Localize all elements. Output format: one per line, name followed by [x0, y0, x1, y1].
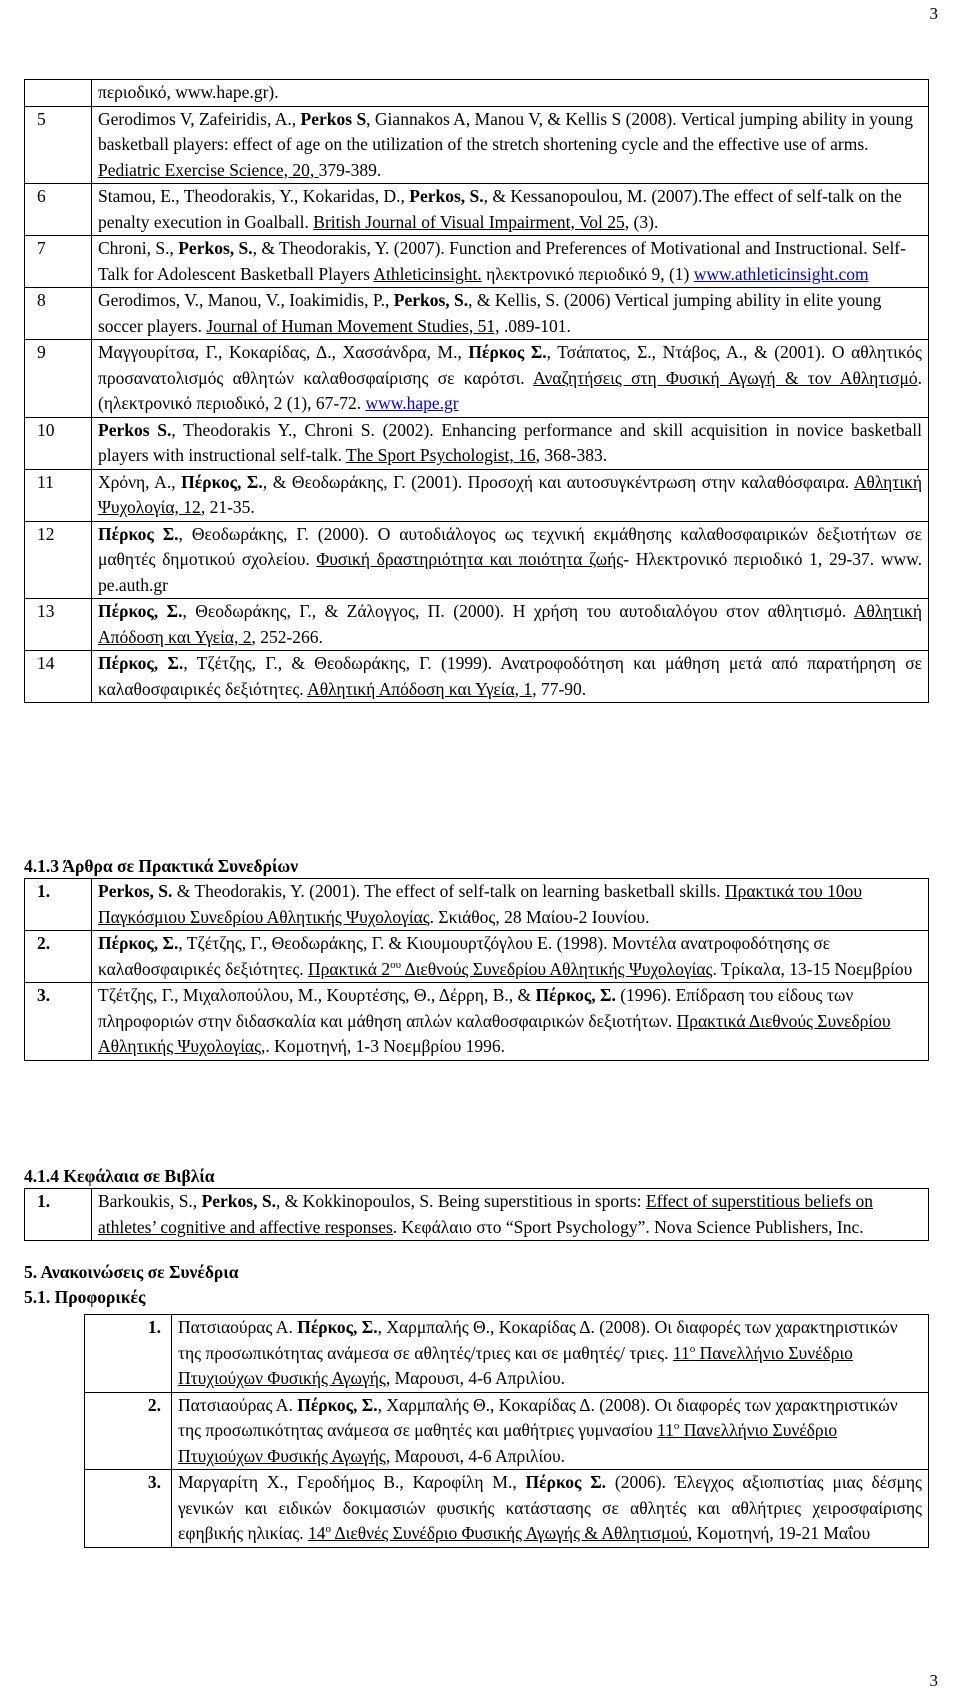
chapter-title: Effect of superstitious beliefs on athletes’ cognitive and affective responses — [98, 1191, 874, 1237]
oral-number: 1. — [85, 1315, 172, 1393]
section-heading-chapters: 4.1.4 Κεφάλαια σε Βιβλία — [24, 1166, 215, 1186]
conf-number: 3. — [25, 983, 92, 1061]
table-row — [25, 651, 929, 703]
proceedings-title: Πρακτικά του 10ου Παγκόσμιου Συνεδρίου Αθλητικής Ψυχολογίας — [98, 881, 863, 927]
conf-text: Perkos, S. & Theodorakis, Y. (2001). The effect of self-talk on learning basketball skills. Πρακτικά του 10ου Παγκόσμιου Συνεδρίου Αθλητικής Ψυχολογίας. Σκιάθος, 28 Μαίου-2 Ιουνίου. — [92, 879, 929, 931]
journal-title: Αθλητική Απόδοση και Υγεία, 1 — [307, 678, 533, 699]
table-row — [85, 1392, 929, 1470]
ref-text: Πέρκος Σ., Θεοδωράκης, Γ. (2000). Ο αυτοδιάλογος ως τεχνική εκμάθησης καλαθοσφαιρικών δεξιοτήτων σε μαθητές δημοτικού σχολείου. Φυσική δραστηριότητα και ποιότητα ζωής- Ηλεκτρονικό περιοδικό 1, 29-37. www. pe.auth.gr — [92, 521, 929, 599]
ref-text: περιοδικό, www.hape.gr). — [92, 80, 929, 107]
ref-number: 12 — [25, 521, 92, 599]
ref-text: Gerodimos, V., Manou, V., Ioakimidis, P., Perkos, S., & Kellis, S. (2006) Vertical jumping ability in elite young soccer players. Journal of Human Movement Studies, 51, .089-101. — [92, 288, 929, 340]
oral-presentations-table — [84, 1314, 929, 1548]
ref-text: Πέρκος, Σ., Θεοδωράκης, Γ., & Ζάλογγος, Π. (2000). Η χρήση του αυτοδιαλόγου στον αθλητισμό. Αθλητική Απόδοση και Υγεία, 2, 252-266. — [92, 599, 929, 651]
page-number-bottom: 3 — [929, 1671, 938, 1690]
ref-number: 6 — [25, 184, 92, 236]
ref-text: Perkos S., Theodorakis Y., Chroni S. (2002). Enhancing performance and skill acquisition in novice basketball players with instructional self-talk. The Sport Psychologist, 16, 368-383. — [92, 417, 929, 469]
ref-number: 7 — [25, 236, 92, 288]
ref-text: Chroni, S., Perkos, S., & Theodorakis, Y. (2007). Function and Preferences of Motivational and Instructional. Self-Talk for Adolescent Basketball Players Athleticinsight. ηλεκτρονικό περιοδικό 9, (1) www.athleticinsight.com — [92, 236, 929, 288]
table-row — [25, 80, 929, 107]
oral-text: Πατσιαούρας Α. Πέρκος, Σ., Χαρμπαλής Θ., Κοκαρίδας Δ. (2008). Οι διαφορές των χαρακτηριστικών της προσωπικότητας ανάμεσα σε μαθητές και μαθήτριες γυμνασίου $11^o$ Πανελλήνιο Συνέδριο Πτυχιούχων Φυσικής Αγωγής, Μαρουσι, 4-6 Απριλίου. — [172, 1392, 929, 1470]
hape-link[interactable]: www.hape.gr — [365, 393, 459, 413]
page-number-top: 3 — [929, 4, 938, 23]
conf-text: Τζέτζης, Γ., Μιχαλοπούλου, Μ., Κουρτέσης, Θ., Δέρρη, Β., & Πέρκος, Σ. (1996). Επίδραση του είδους των πληροφοριών στην διδασκαλία και μάθηση απλών καλαθοσφαιρικών δεξιοτήτων. Πρακτικά Διεθνούς Συνεδρίου Αθλητικής Ψυχολογίας,. Κομοτηνή, 1-3 Νοεμβρίου 1996. — [92, 983, 929, 1061]
table-row — [25, 236, 929, 288]
conference-title: $14^o$ Διεθνές Συνέδριο Φυσικής Αγωγής & Αθλητισμού — [308, 1523, 688, 1543]
conf-number: 2. — [25, 931, 92, 983]
journal-title: Αθλητική Απόδοση και Υγεία, 2 — [98, 601, 922, 647]
table-row — [25, 184, 929, 236]
chapter-number: 1. — [25, 1189, 92, 1241]
proceedings-title: Πρακτικά Διεθνούς Συνεδρίου Αθλητικής Ψυχολογίας, — [98, 1010, 891, 1056]
ref-text: Stamou, E., Theodorakis, Y., Kokaridas, D., Perkos, S., & Kessanopoulou, M. (2007).The effect of self-talk on the penalty execution in Goalball. British Journal of Visual Impairment, Vol 25, (3). — [92, 184, 929, 236]
oral-text: Μαργαρίτη Χ., Γεροδήμος Β., Καροφίλη Μ., Πέρκος Σ. (2006). Έλεγχος αξιοπιστίας μιας δέσμης γενικών και ειδικών δοκιμασιών φυσικής κατάστασης σε αθλητές και αθλήτριες χειροσφαίρισης εφηβικής ηλικίας. $14^o$ Διεθνές Συνέδριο Φυσικής Αγωγής & Αθλητισμού, Κομοτηνή, 19-21 Μαΐου — [172, 1470, 929, 1548]
ref-number — [25, 80, 92, 107]
ref-number: 11 — [25, 469, 92, 521]
journal-title: Αναζητήσεις στη Φυσική Αγωγή & τον Αθλητισμό — [533, 367, 918, 388]
table-row — [25, 340, 929, 418]
conference-papers-table — [24, 878, 929, 1061]
journal-title: Φυσική δραστηριότητα και ποιότητα ζωής — [316, 549, 624, 569]
conference-title: $11^o$ Πανελλήνιο Συνέδριο Πτυχιούχων Φυσικής Αγωγής, — [178, 1420, 838, 1466]
journal-title: British Journal of Visual Impairment, Vol 25, — [313, 211, 630, 232]
table-row — [25, 1189, 929, 1241]
section-heading-conference: 4.1.3 Άρθρα σε Πρακτικά Συνεδρίων — [24, 856, 299, 876]
journal-title: Journal of Human Movement Studies, 51, — [206, 315, 500, 336]
journal-title: Pediatric Exercise Science, 20, — [98, 159, 319, 180]
table-row — [25, 288, 929, 340]
table-row — [25, 983, 929, 1061]
chapter-text: Barkoukis, S., Perkos, S., & Kokkinopoulos, S. Being superstitious in sports: Effect of superstitious beliefs on athletes’ cognitive and affective responses. Κεφάλαιο στο “Sport Psychology”. Nova Science Publishers, Inc. — [92, 1189, 929, 1241]
oral-text: Πατσιαούρας Α. Πέρκος, Σ., Χαρμπαλής Θ., Κοκαρίδας Δ. (2008). Οι διαφορές των χαρακτηριστικών της προσωπικότητας ανάμεσα σε αθλητές/τριες και σε μαθητές/ τριες. $11^o$ Πανελλήνιο Συνέδριο Πτυχιούχων Φυσικής Αγωγής, Μαρουσι, 4-6 Απριλίου. — [172, 1315, 929, 1393]
table-row — [25, 469, 929, 521]
table-row — [85, 1470, 929, 1548]
ref-text: Gerodimos V, Zafeiridis, A., Perkos S, Giannakos A, Manou V, & Kellis S (2008). Vertical jumping ability in young basketball players: effect of age on the utilization of the stretch shortening cycle and the effective use of arms. Pediatric Exercise Science, 20, 379-389. — [92, 106, 929, 184]
oral-number: 3. — [85, 1470, 172, 1548]
ref-number: 14 — [25, 651, 92, 703]
ref-number: 13 — [25, 599, 92, 651]
table-row — [25, 599, 929, 651]
journal-title: The Sport Psychologist, 16 — [346, 445, 536, 465]
conf-number: 1. — [25, 879, 92, 931]
table-row — [25, 879, 929, 931]
journal-title: Αθλητική Ψυχολογία, 12 — [98, 471, 923, 517]
ref-number: 8 — [25, 288, 92, 340]
oral-number: 2. — [85, 1392, 172, 1470]
ref-number: 9 — [25, 340, 92, 418]
journal-references-table — [24, 79, 929, 703]
proceedings-title: Πρακτικά $2^{o\upsilon}$ Διεθνούς Συνεδρίου Αθλητικής Ψυχολογίας — [308, 958, 713, 979]
table-row — [25, 521, 929, 599]
table-row — [25, 417, 929, 469]
section-heading-oral: 5.1. Προφορικές — [24, 1287, 146, 1307]
ref-text: Μαγγουρίτσα, Γ., Κοκαρίδας, Δ., Χασσάνδρα, Μ., Πέρκος Σ., Τσάπατος, Σ., Ντάβος, Α., & (2001). Ο αθλητικός προσανατολισμός αθλητών καλαθοσφαίρισης σε καρότσι. Αναζητήσεις στη Φυσική Αγωγή & τον Αθλητισμό.(ηλεκτρονικό περιοδικό, 2 (1), 67-72. www.hape.gr — [92, 340, 929, 418]
table-row — [25, 931, 929, 983]
ref-text: Χρόνη, Α., Πέρκος, Σ., & Θεοδωράκης, Γ. (2001). Προσοχή και αυτοσυγκέντρωση στην καλαθόσφαιρα. Αθλητική Ψυχολογία, 12, 21-35. — [92, 469, 929, 521]
journal-title: Athleticinsight. — [373, 263, 482, 284]
book-chapters-table — [24, 1188, 929, 1241]
table-row — [25, 106, 929, 184]
section-heading-announcements: 5. Ανακοινώσεις σε Συνέδρια — [24, 1262, 239, 1282]
conf-text: Πέρκος, Σ., Τζέτζης, Γ., Θεοδωράκης, Γ. & Κιουμουρτζόγλου Ε. (1998). Μοντέλα ανατροφοδότησης σε καλαθοσφαιρικές δεξιότητες. Πρακτικά $2^{o\upsilon}$ Διεθνούς Συνεδρίου Αθλητικής Ψυχολογίας. Τρίκαλα, 13-15 Νοεμβρίου — [92, 931, 929, 983]
conference-title: $11^o$ Πανελλήνιο Συνέδριο Πτυχιούχων Φυσικής Αγωγής, — [178, 1342, 853, 1388]
table-row — [85, 1315, 929, 1393]
ref-number: 10 — [25, 417, 92, 469]
ref-text: Πέρκος, Σ., Τζέτζης, Γ., & Θεοδωράκης, Γ. (1999). Ανατροφοδότηση και μάθηση μετά από παρατήρηση σε καλαθοσφαιρικές δεξιότητες. Αθλητική Απόδοση και Υγεία, 1, 77-90. — [92, 651, 929, 703]
ref-number: 5 — [25, 106, 92, 184]
athleticinsight-link[interactable]: www.athleticinsight.com — [693, 263, 869, 284]
